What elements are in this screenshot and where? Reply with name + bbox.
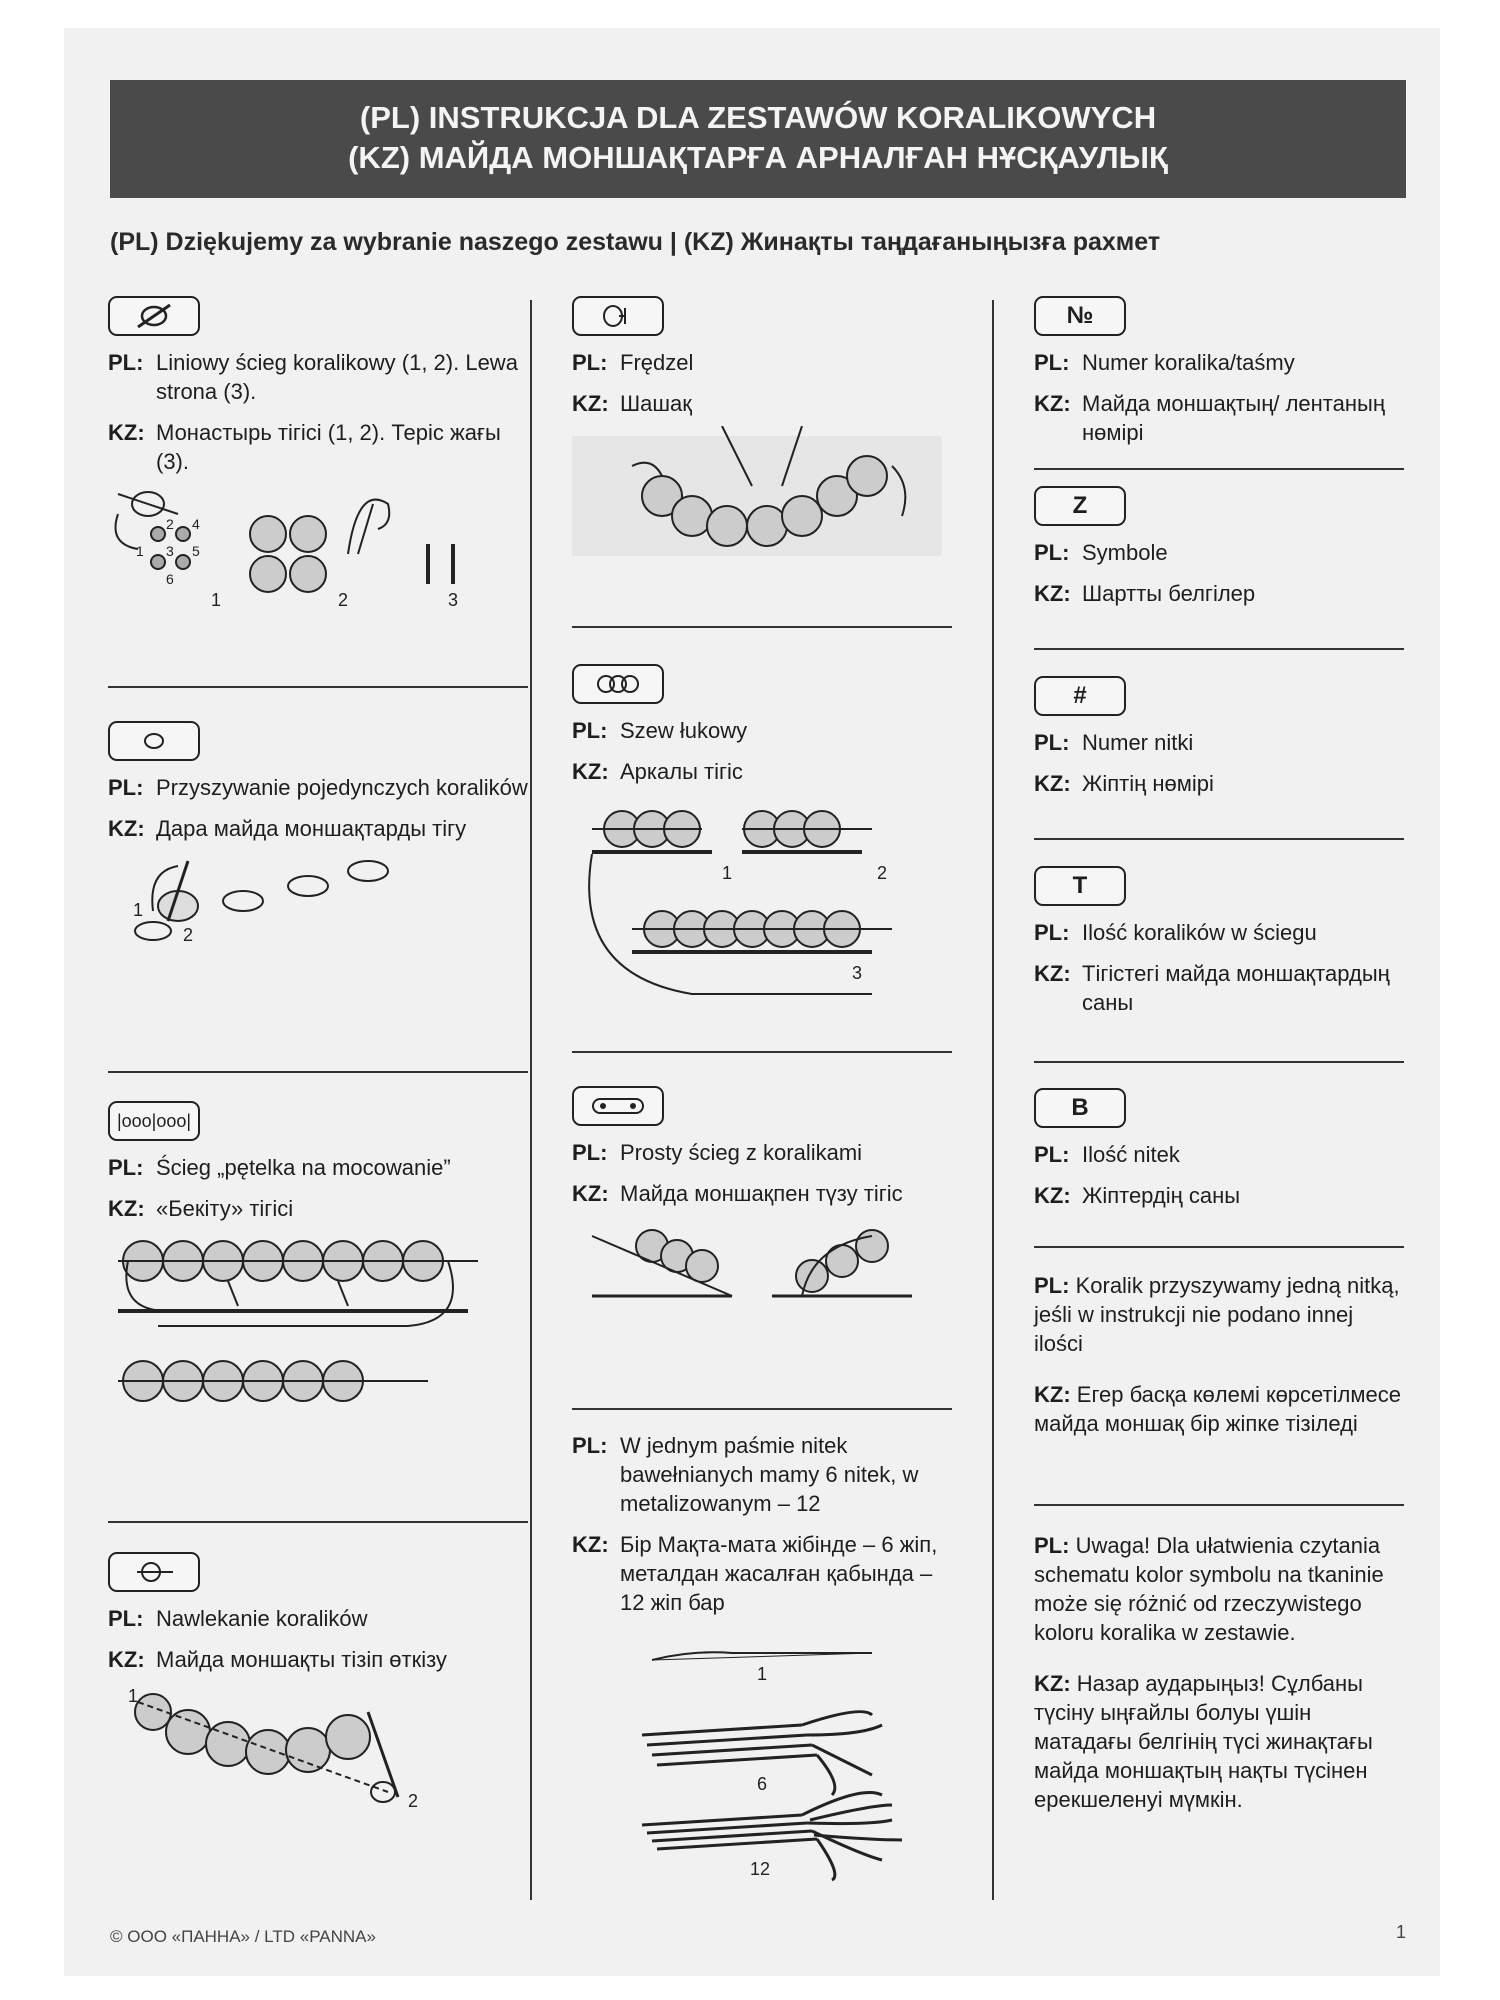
legend-item-symbols: Z PL: Symbole KZ: Шартты белгілер	[1034, 486, 1404, 608]
column-1	[108, 296, 528, 1896]
arc-seam-icon	[572, 664, 664, 704]
column-divider	[530, 300, 532, 1900]
separator	[1034, 1061, 1404, 1063]
bead-row-icon: |ooo|ooo|	[108, 1101, 200, 1141]
legend-item-arc-seam: PL: Szew łukowy KZ: Аркалы тігіс 1 2 3	[572, 664, 952, 1004]
separator	[1034, 468, 1404, 470]
legend-item-straight-stitch: PL: Prosty ścieg z koralikami KZ: Майда моншақпен түзу тігіс	[572, 1086, 952, 1326]
separator	[572, 626, 952, 628]
threading-illustration	[108, 1682, 508, 1812]
step-number: 5	[192, 543, 200, 559]
legend-item-single-bead: PL: Przyszywanie pojedynczych koralików KZ: Дара майда моншақтарды тігу 1 2	[108, 721, 528, 951]
bead-diagonal-icon	[108, 296, 200, 336]
figure-number: 1	[757, 1664, 768, 1684]
hash-icon: #	[1034, 676, 1126, 716]
figure-number: 2	[408, 1791, 419, 1811]
single-bead-icon	[108, 721, 200, 761]
figure-number: 2	[338, 590, 349, 610]
separator	[108, 1071, 528, 1073]
symbol-b-icon: B	[1034, 1088, 1126, 1128]
figure-number: 12	[750, 1859, 771, 1879]
step-number: 6	[166, 571, 174, 587]
column-2	[572, 296, 952, 1896]
straight-stitch-illustration	[572, 1216, 952, 1326]
separator	[1034, 1246, 1404, 1248]
legend-item-bead-number: № PL: Numer koralika/taśmy KZ: Майда моншақтың/ лентаның нөмірі	[1034, 296, 1404, 447]
legend-item-thread-count: B PL: Ilość nitek KZ: Жіптердің саны	[1034, 1088, 1404, 1210]
legend-item-loop-stitch: |ooo|ooo| PL: Ścieg „pętelka na mocowanie” KZ: «Бекіту» тігісі	[108, 1101, 528, 1431]
copyright: © ООО «ПАННА» / LTD «PANNA»	[110, 1927, 376, 1946]
legend-item-tassel: PL: Frędzel KZ: Шашақ	[572, 296, 952, 566]
separator	[572, 1408, 952, 1410]
figure-number: 1	[211, 590, 222, 610]
legend-item-thread-strands: PL: W jednym paśmie nitek bawełnianych mamy 6 nitek, w metalizowanym – 12 KZ: Бір Мақта-мата жібінде – 6 жіп, металдан жасалған қабында – 12 жіп бар 1 6 12	[572, 1431, 952, 1885]
figure-number: 2	[183, 925, 194, 945]
separator	[108, 686, 528, 688]
thread-strands-illustration	[572, 1625, 952, 1885]
column-3	[1034, 296, 1404, 1896]
tassel-icon	[572, 296, 664, 336]
title-banner	[110, 80, 1406, 198]
symbol-t-icon: T	[1034, 866, 1126, 906]
symbol-z-icon: Z	[1034, 486, 1126, 526]
column-divider	[992, 300, 994, 1900]
note-attention: PL: Uwaga! Dla ułatwienia czytania schematu kolor symbolu na tkaninie może się różnić od rzeczywistego koloru koralika w zestawie. KZ: Назар аударыңыз! Сұлбаны түсіну ыңғайлы болуы үшін матадағы белгінің түсі жинақтағы майда моншақтың нақты түсінен ерекшеленуі мүмкін.	[1034, 1533, 1384, 1812]
legend-item-beads-per-stitch: T PL: Ilość koralików w ściegu KZ: Тігістегі майда моншақтардың саны	[1034, 866, 1404, 1017]
figure-number: 1	[128, 1686, 139, 1706]
figure-number: 1	[722, 863, 733, 883]
separator	[572, 1051, 952, 1053]
step-number: 1	[136, 543, 144, 559]
figure-number: 2	[877, 863, 888, 883]
legend-item-threading: PL: Nawlekanie koralików KZ: Майда моншақты тізіп өткізу 1 2	[108, 1552, 528, 1812]
number-sign-icon: №	[1034, 296, 1126, 336]
separator	[1034, 838, 1404, 840]
title-pl: (PL) INSTRUKCJA DLA ZESTAWÓW KORALIKOWYCH	[359, 100, 1157, 135]
legend-item-thread-number: # PL: Numer nitki KZ: Жіптің нөмірі	[1034, 676, 1404, 798]
step-number: 4	[192, 516, 200, 532]
figure-number: 3	[448, 590, 459, 610]
loop-stitch-illustration	[108, 1231, 508, 1431]
separator	[1034, 1504, 1404, 1506]
figure-number: 6	[757, 1774, 768, 1794]
figure-number: 3	[852, 963, 863, 983]
legend-item-linear-stitch: PL: Liniowy ścieg koralikowy (1, 2). Lewa strona (3). KZ: Монастырь тігісі (1, 2). Теріс жағы (3). 2 4 1 3 5 6 1 2 3	[108, 296, 528, 614]
straight-stitch-icon	[572, 1086, 664, 1126]
tassel-illustration	[572, 426, 952, 566]
note-single-thread: PL: Koralik przyszywamy jedną nitką, jeśli w instrukcji nie podano innej ilości KZ: Егер басқа көлемі көрсетілмесе майда моншақ бір жіпке тізіледі	[1034, 1273, 1401, 1436]
separator	[108, 1521, 528, 1523]
single-bead-illustration	[108, 851, 508, 951]
subtitle: (PL) Dziękujemy za wybranie naszego zestawu | (KZ) Жинақты таңдағаныңызға рахмет	[110, 228, 1161, 256]
threading-icon	[108, 1552, 200, 1592]
figure-number: 1	[133, 900, 144, 920]
linear-stitch-illustration	[108, 484, 508, 614]
page-number: 1	[1396, 1922, 1407, 1942]
arc-seam-illustration	[572, 794, 952, 1004]
separator	[1034, 648, 1404, 650]
title-kz: (KZ) МАЙДА МОНШАҚТАРҒА АРНАЛҒАН НҰСҚАУЛЫҚ	[348, 140, 1168, 175]
step-number: 3	[166, 543, 174, 559]
step-number: 2	[166, 516, 174, 532]
